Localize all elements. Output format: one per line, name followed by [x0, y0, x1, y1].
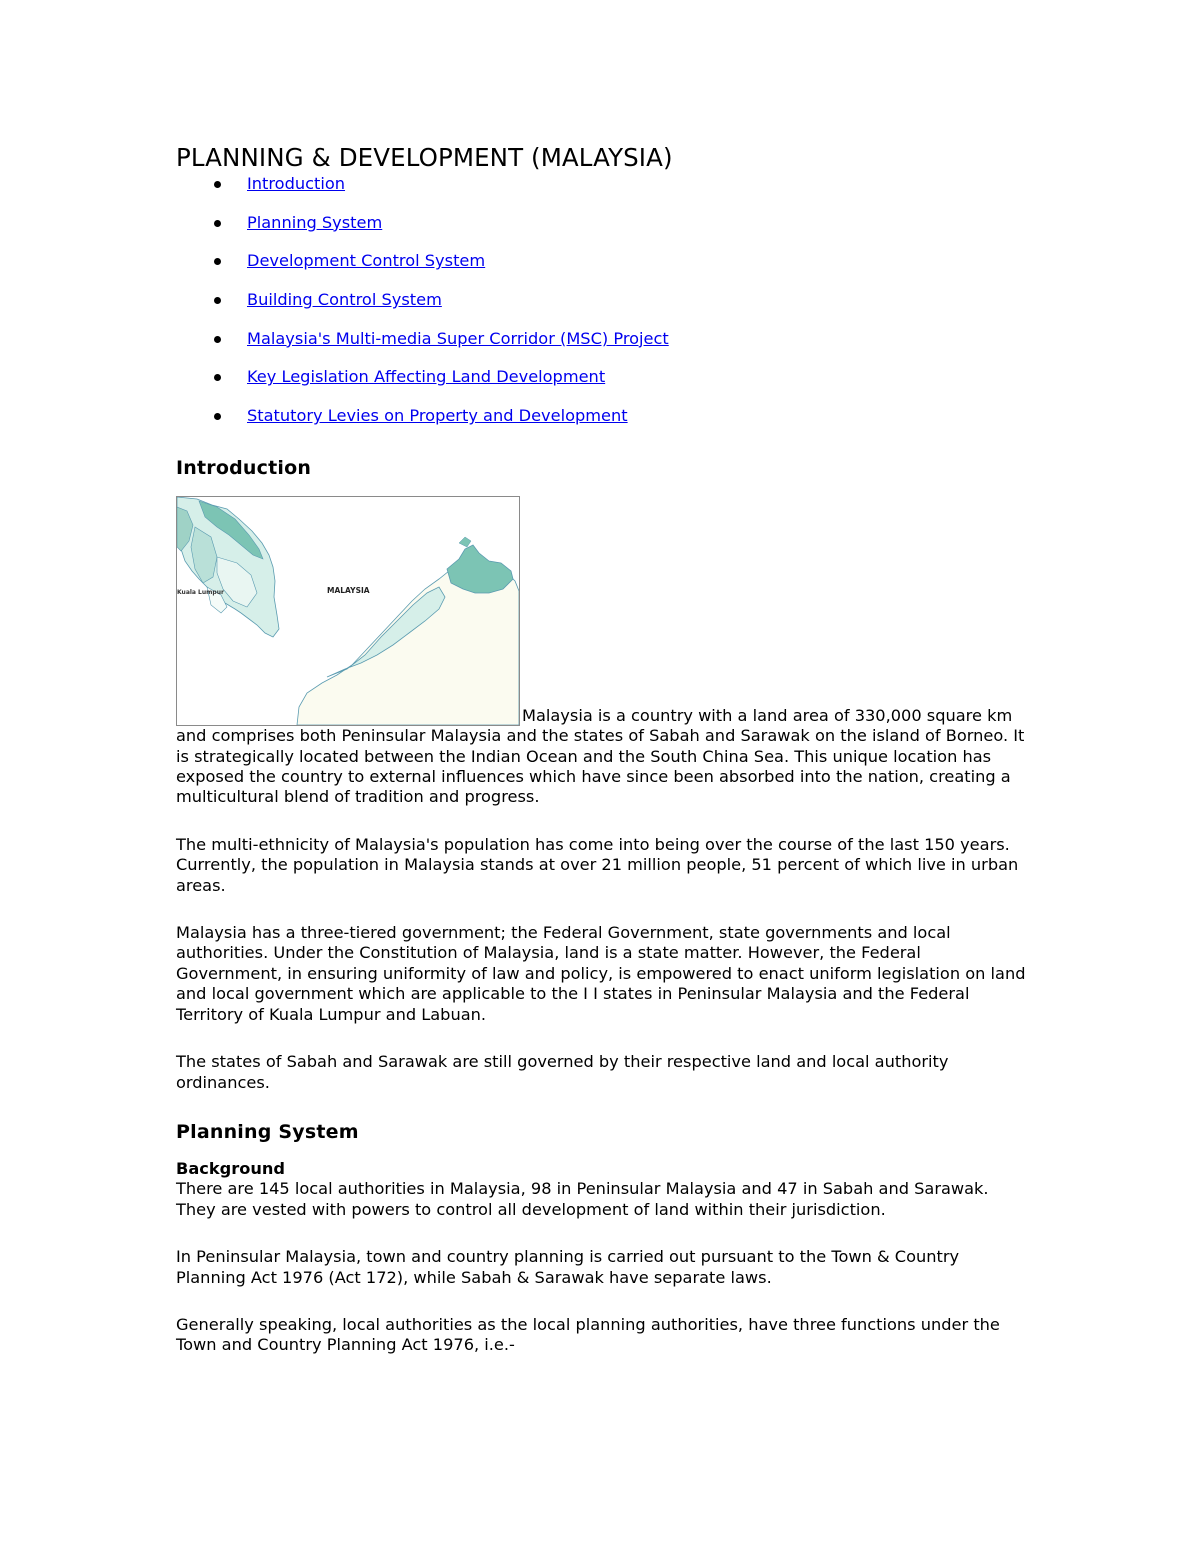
- bullet-icon: [214, 374, 221, 381]
- map-label-malaysia: MALAYSIA: [327, 585, 370, 595]
- toc-link-introduction[interactable]: Introduction: [247, 174, 346, 193]
- bullet-icon: [214, 220, 221, 227]
- map-label-kuala-lumpur: Kuala Lumpur: [177, 588, 224, 596]
- introduction-section: [176, 496, 1026, 808]
- toc-link-planning-system[interactable]: Planning System: [247, 212, 383, 232]
- malaysia-map-svg: [177, 497, 519, 725]
- planning-paragraph-1: There are 145 local authorities in Malaysia, 98 in Peninsular Malaysia and 47 in Sabah and Sarawak. They are vested with powers to control all development of land within their jurisdiction.: [176, 1179, 989, 1219]
- toc-item: [176, 329, 1026, 368]
- toc-item: [176, 406, 1026, 445]
- toc-item: [176, 290, 1026, 329]
- bullet-icon: [214, 336, 221, 343]
- toc-item: [176, 367, 1026, 406]
- bullet-icon: [214, 181, 221, 188]
- planning-paragraph-3: Generally speaking, local authorities as the local planning authorities, have three functions under the Town and Country Planning Act 1976, i.e.-: [176, 1314, 1000, 1355]
- subheading-background: Background: [176, 1158, 285, 1178]
- section-heading-introduction: Introduction: [176, 456, 312, 479]
- toc-item: [176, 251, 1026, 290]
- intro-paragraph-3: Malaysia has a three-tiered government; the Federal Government, state governments and local authorities. Under the Constitution of Malaysia, land is a state matter. However, the Federal Government, in ensuring uniformity of law and policy, is empowered to enact uniform legislation on land and local government which are applicable to the I I states in Peninsular Malaysia and the Federal Territory of Kuala Lumpur and Labuan.: [176, 923, 1026, 1024]
- toc-link-key-legislation[interactable]: Key Legislation Affecting Land Development: [247, 367, 606, 387]
- toc-link-development-control[interactable]: Development Control System: [247, 251, 486, 271]
- toc-link-building-control[interactable]: Building Control System: [247, 290, 442, 310]
- toc-link-msc-project[interactable]: Malaysia's Multi-media Super Corridor (MSC) Project: [247, 328, 669, 348]
- intro-paragraph-4: The states of Sabah and Sarawak are still governed by their respective land and local authority ordinances.: [176, 1052, 949, 1092]
- table-of-contents: [176, 174, 1026, 445]
- section-heading-planning-system: Planning System: [176, 1120, 359, 1143]
- toc-item: [176, 174, 1026, 213]
- document-page: [176, 142, 1026, 1356]
- page-title: PLANNING & DEVELOPMENT (MALAYSIA): [176, 143, 673, 172]
- planning-paragraph-2: In Peninsular Malaysia, town and country planning is carried out pursuant to the Town & Country Planning Act 1976 (Act 172), while Sabah & Sarawak have separate laws.: [176, 1247, 960, 1287]
- toc-item: [176, 213, 1026, 252]
- toc-link-statutory-levies[interactable]: Statutory Levies on Property and Development: [247, 406, 628, 426]
- bullet-icon: [214, 413, 221, 420]
- bullet-icon: [214, 297, 221, 304]
- intro-paragraph-1: Malaysia is a country with a land area of 330,000 square km and comprises both Peninsular Malaysia and the states of Sabah and Sarawak on the island of Borneo. It is strategically located between the Indian Ocean and the South China Sea. This unique location has exposed the country to external influences which have since been absorbed into the nation, creating a multicultural blend of tradition and progress.: [176, 705, 1025, 807]
- intro-paragraph-2: The multi-ethnicity of Malaysia's population has come into being over the course of the last 150 years. Currently, the population in Malaysia stands at over 21 million people, 51 percent of which live in urban areas.: [176, 834, 1019, 895]
- malaysia-map-image: [176, 496, 520, 726]
- bullet-icon: [214, 258, 221, 265]
